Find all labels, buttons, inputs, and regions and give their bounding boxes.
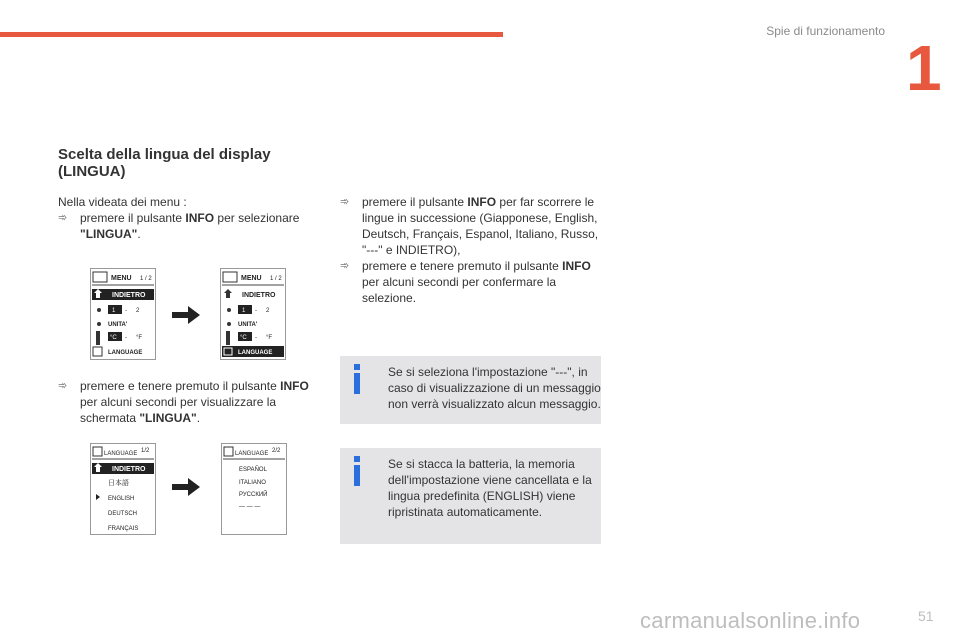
unit-celsius: °C [240,335,247,341]
header-accent-bar [0,32,503,37]
bullet-bold: INFO [185,211,215,225]
bullet-arrow-icon: ➾ [58,380,68,392]
unit-fahrenheit: °F [136,335,143,341]
language-option: 日本語 [108,480,129,487]
svg-text:-: - [125,308,127,314]
bullet-bold: INFO [467,195,497,209]
unit-icon [97,322,101,326]
unit-celsius: °C [110,335,117,341]
section-title-line1: Scelta della lingua del display [58,146,271,163]
running-header: Spie di funzionamento [766,24,885,38]
language-label: LANGUAGE [108,350,143,356]
right-arrow-icon [172,478,200,496]
brightness-value: 1 [242,308,246,314]
screen-page: 1 / 2 [270,276,282,282]
info-box-text: Se si seleziona l'impostazione "---", in caso di visualizzazione di un messaggio non verrà visualizzato alcun messaggio. [388,365,601,411]
language-screen-page2-illustration [221,443,287,535]
bullet-item [58,210,320,242]
bullet-bold: "LINGUA" [139,411,197,425]
svg-text:-: - [125,335,127,341]
bullet-arrow-icon: ➾ [340,196,350,208]
menu-screen-language-illustration [220,268,286,360]
screen-title: MENU [111,275,132,282]
left-instructions-1 [58,194,320,242]
watermark: carmanualsonline.info [640,608,861,633]
language-option: ITALIANO [239,480,266,486]
unit-fahrenheit: °F [266,335,273,341]
info-box [340,448,601,544]
svg-text:-: - [255,335,257,341]
bullet-bold: INFO [562,259,591,273]
brightness-value: 1 [112,308,116,314]
bullet-bold: "LINGUA" [80,227,138,241]
page-number: 51 [918,608,934,624]
bullet-item [340,194,602,258]
info-box-text: Se si stacca la batteria, la memoria dell'impostazione viene cancellata e la lingua predefinita (ENGLISH) viene ripristinata automaticamente. [388,457,592,519]
intro-text: Nella videata dei menu : [58,195,187,209]
screen-back: INDIETRO [112,292,146,299]
right-arrow-icon [172,306,200,324]
section-title-line2: (LINGUA) [58,163,126,180]
info-box [340,356,601,424]
bullet-bold: INFO [280,379,309,393]
screen-title: LANGUAGE [104,451,138,457]
bullet-arrow-icon: ➾ [58,212,68,224]
unit-icon [227,322,231,326]
section-title [58,146,318,180]
bullet-item [58,378,320,426]
bullet-arrow-icon: ➾ [340,260,350,272]
language-option: FRANÇAIS [108,526,139,532]
thermometer-icon [226,331,230,345]
bullet-text: per alcuni secondi per confermare la selezione. [362,275,557,305]
bullet-text: per far scorrere le lingue in successione (Giapponese, English, Deutsch, Français, Espanol, Italiano, Russo, "---" e INDIETRO), [362,195,599,257]
screen-back: INDIETRO [242,292,276,299]
brightness-icon [97,308,101,312]
menu-screen-illustration [90,268,156,360]
chapter-number: 1 [906,32,942,104]
language-screen-page1-illustration [90,443,156,535]
bullet-text: premere il pulsante [80,211,186,225]
screen-page: 2/2 [272,448,281,454]
bullet-text: . [137,227,141,241]
bullet-text: per alcuni secondi per visualizzare la schermata [80,395,277,425]
svg-text:-: - [255,308,257,314]
bullet-text: premere il pulsante [362,195,468,209]
screen-title: MENU [241,275,262,282]
language-option: ENGLISH [108,496,135,502]
screen-title: LANGUAGE [235,451,269,457]
info-icon [350,456,364,486]
screen-page: 1/2 [141,448,150,454]
language-label: LANGUAGE [238,350,273,356]
language-option: ESPAÑOL [239,467,267,473]
language-option: DEUTSCH [108,511,138,517]
right-instructions [340,194,602,306]
thermometer-icon [96,331,100,345]
bullet-text: . [196,411,201,425]
brightness-icon [227,308,231,312]
left-instructions-2 [58,378,320,426]
brightness-value: 2 [266,308,270,314]
language-option: РУССКИЙ [239,492,268,498]
bullet-text: premere e tenere premuto il pulsante [80,379,281,393]
unit-label: UNITA' [108,322,128,328]
unit-label: UNITA' [238,322,258,328]
brightness-value: 2 [136,308,140,314]
bullet-text: per selezionare [214,211,300,225]
info-icon [350,364,364,394]
screen-page: 1 / 2 [140,276,152,282]
screen-back: INDIETRO [112,466,146,473]
bullet-text: premere e tenere premuto il pulsante [362,259,563,273]
language-option: — — — [239,504,261,510]
bullet-item [340,258,602,306]
